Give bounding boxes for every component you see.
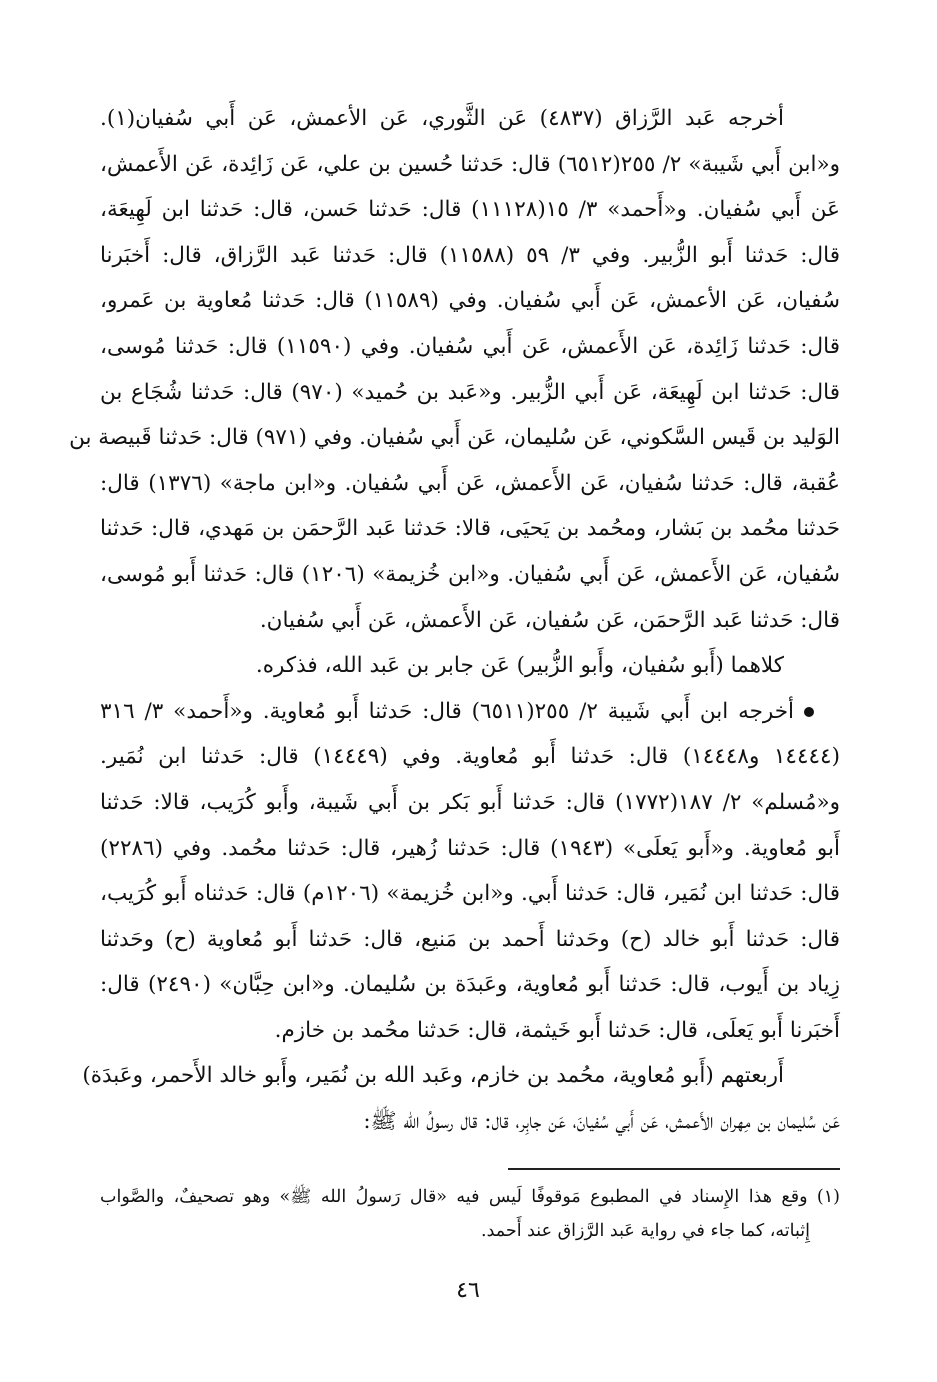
footnote-line: إِثباته، كما جاء في رواية عَبد الرَّزاق عند أَحمد. <box>481 1221 810 1241</box>
footnotes <box>100 1180 840 1248</box>
text-line: (١٤٤٤٤ و١٤٤٤٨) قال: حَدثنا أَبو مُعاوية. وفي (١٤٤٤٩) قال: حَدثنا ابن نُمَير. <box>100 744 840 770</box>
text-line: سُفيان، عَن الأَعمش، عَن أَبي سُفيان. و«ابن خُزيمة» (١٢٠٦) قال: حَدثنا أَبو مُوسى، <box>100 561 840 587</box>
page-number: ٤٦ <box>456 1278 480 1303</box>
text-line: أَخبَرنا أَبو يَعلَى، قال: حَدثنا أَبو خَيثمة، قال: حَدثنا محُمد بن خازم. <box>274 1017 840 1043</box>
text-line: كلاهما (أَبو سُفيان، وأَبو الزُّبير) عَن جابر بن عَبد الله، فذكره. <box>255 653 784 679</box>
footnote-line: (١) وقع هذا الإِسناد في المطبوع مَوقوفًا لَيس فيه «قال رَسولُ الله ﷺ» وهو تصحيفٌ، والصَّواب <box>100 1187 840 1207</box>
text-line: أَربعتهم (أَبو مُعاوية، محُمد بن خازم، وعَبد الله بن نُمَير، وأَبو خالد الأَحمر، وعَبدَة) <box>82 1063 784 1089</box>
paragraph <box>100 643 840 689</box>
text-line: قال: حَدثنا ابن نُمَير، قال: حَدثنا أَبي. و«ابن خُزيمة» (١٢٠٦م) قال: حَدثناه أَبو كُرَيب، <box>100 881 841 907</box>
text-line: قال: حَدثنا أَبو الزُّبير. وفي ٣/ ٥٩ (١١٥٨٨) قال: حَدثنا عَبد الرَّزاق، قال: أَخبَرنا <box>100 242 840 268</box>
text-line: قال: حَدثنا أَبو خالد (ح) وحَدثنا أَحمد بن مَنيع، قال: حَدثنا أَبو مُعاوية (ح) وحَدثنا <box>100 926 840 952</box>
main-text <box>69 96 841 1145</box>
text-line: سُفيان، عَن الأعمش، عَن أَبي سُفيان. وفي (١١٥٨٩) قال: حَدثنا مُعاوية بن عَمرو، <box>100 288 840 314</box>
text-line: و«مُسلم» ٢/ ١٨٧(١٧٧٢) قال: حَدثنا أَبو بَكر بن أَبي شَيبة، وأَبو كُرَيب، قالا: حَدثنا <box>100 789 841 815</box>
text-line-content: أخرجه ابن أَبي شَيبة ٢/ ٢٥٥(٦٥١١) قال: حَدثنا أَبو مُعاوية. و«أَحمد» ٣/ ٣١٦ <box>100 698 795 724</box>
text-line: عَن سُليمان بن مِهران الأَعمش، عَن أَبي سُفيانَ، عَن جابِر، قال: قال رسولُ الله ﷺ: <box>363 1109 840 1135</box>
text-line <box>100 689 840 735</box>
text-line: عُقبة، قال: حَدثنا سُفيان، عَن الأَعمش، عَن أَبي سُفيان. و«ابن ماجة» (١٣٧٦) قال: <box>100 470 841 496</box>
text-line: قال: حَدثنا ابن لَهِيعَة، عَن أَبي الزُّبير. و«عَبد بن حُميد» (٩٧٠) قال: حَدثنا شُجَاع بن <box>100 379 840 405</box>
text-line: أَبو مُعاوية. و«أَبو يَعلَى» (١٩٤٣) قال: حَدثنا زُهير، قال: حَدثنا محُمد. وفي (٢٢٨٦) <box>100 835 840 861</box>
paragraph <box>69 96 841 643</box>
bullet-icon <box>804 707 814 717</box>
text-line: حَدثنا محُمد بن بَشار، ومحُمد بن يَحيَى، قالا: حَدثنا عَبد الرَّحمَن بن مَهدي، قال: حَدثنا <box>100 516 840 542</box>
text-line: زِياد بن أَيوب، قال: حَدثنا أَبو مُعاوية، وعَبدَة بن سُليمان. و«ابن حِبَّان» (٢٤٩٠) قال: <box>100 972 840 998</box>
footnote-divider <box>508 1168 840 1170</box>
bullet-paragraph <box>100 689 840 1054</box>
text-line: عَن أَبي سُفيان. و«أَحمد» ٣/ ١٥(١١١٢٨) قال: حَدثنا حَسن، قال: حَدثنا ابن لَهِيعَة، <box>100 197 840 223</box>
text-line: أخرجه عَبد الرَّزاق (٤٨٣٧) عَن الثَّوري، عَن الأعمش، عَن أَبي سُفيان(١). <box>100 106 784 131</box>
text-line: و«ابن أَبي شَيبة» ٢/ ٢٥٥(٦٥١٢) قال: حَدثنا حُسين بن علي، عَن زَائِدة، عَن الأَعمش، <box>100 151 840 177</box>
paragraph <box>82 1053 840 1144</box>
text-line: الوَليد بن قَيس السَّكوني، عَن سُليمان، عَن أَبي سُفيان. وفي (٩٧١) قال: حَدثنا قَبيصة بن <box>69 425 840 451</box>
text-line: قال: حَدثنا زَائِدة، عَن الأَعمش، عَن أَبي سُفيان. وفي (١١٥٩٠) قال: حَدثنا مُوسى، <box>100 333 840 359</box>
text-line: قال: حَدثنا عَبد الرَّحمَن، عَن سُفيان، عَن الأَعمش، عَن أَبي سُفيان. <box>259 607 840 633</box>
